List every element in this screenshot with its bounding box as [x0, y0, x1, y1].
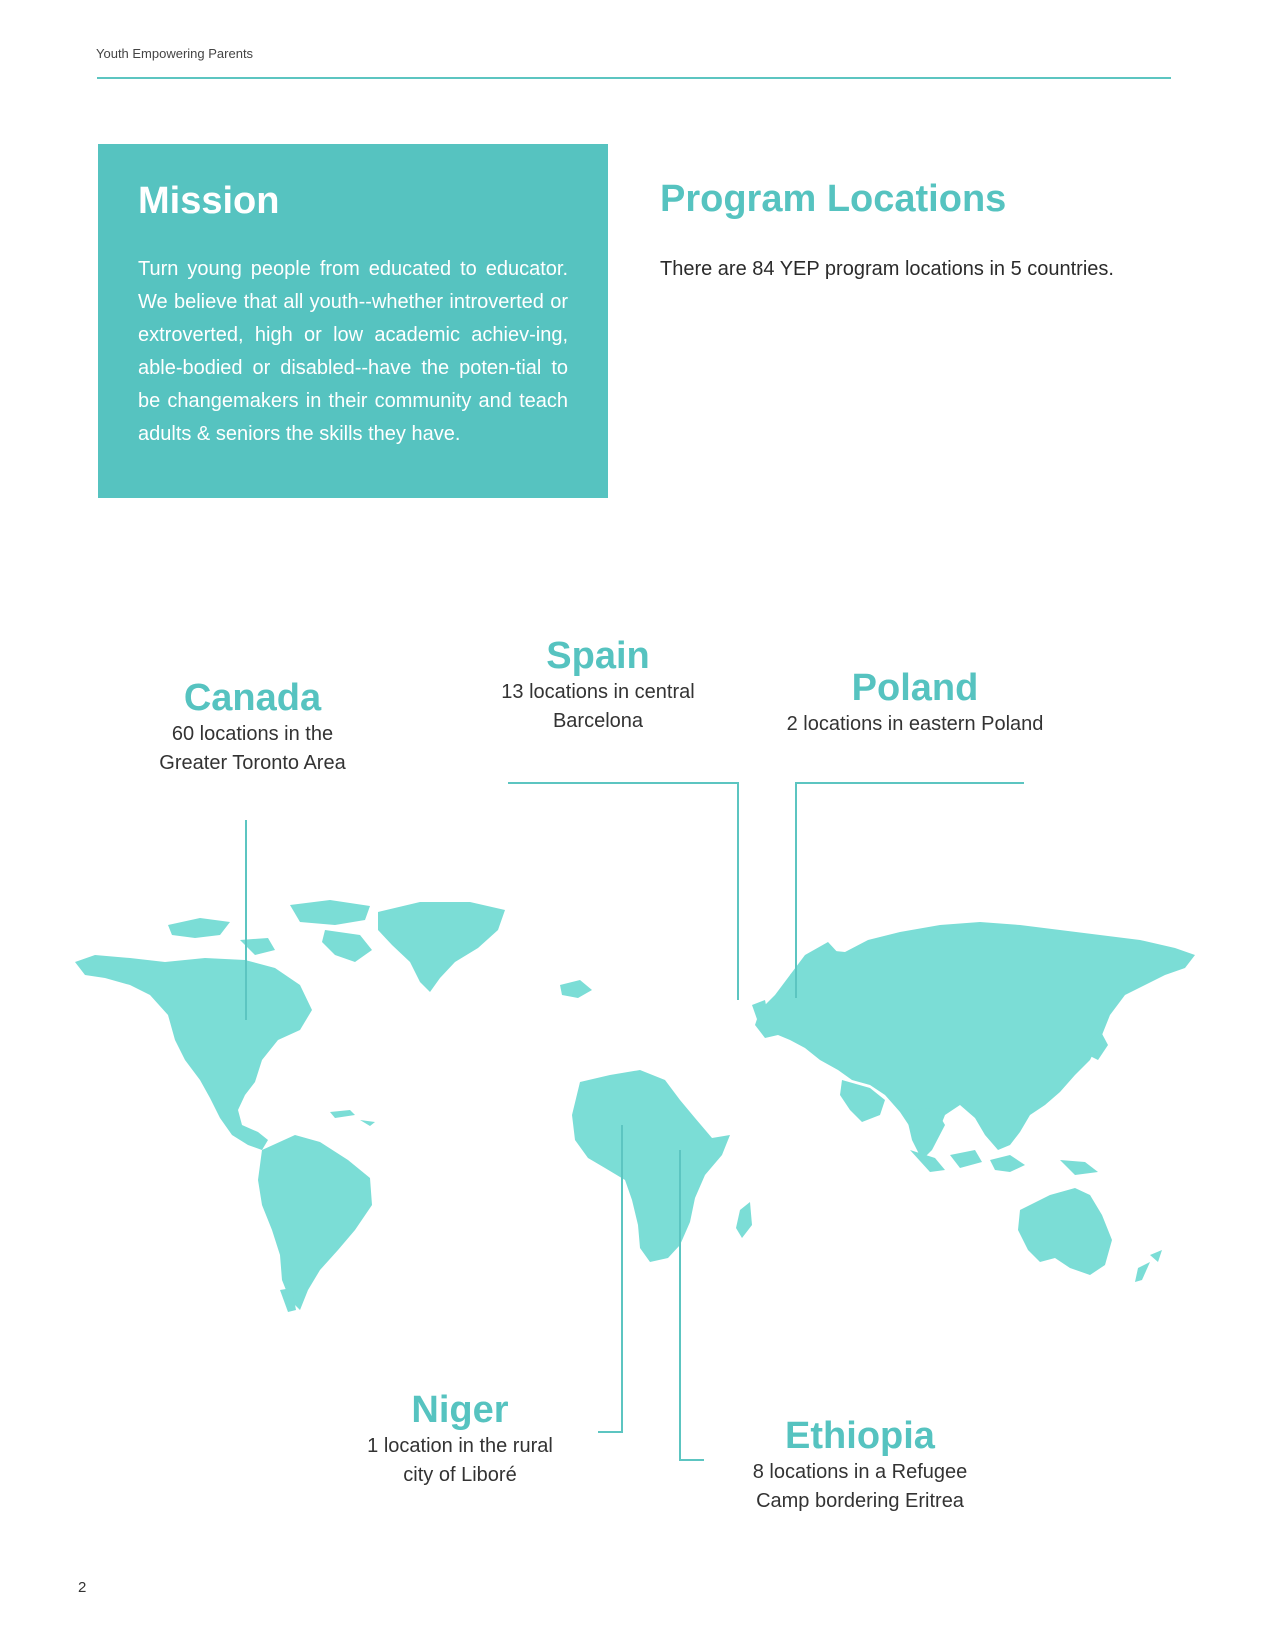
spain-leader-line: [508, 783, 738, 1000]
country-description-line: 2 locations in eastern Poland: [786, 713, 1044, 735]
program-locations-summary: There are 84 YEP program locations in 5 countries.: [660, 258, 1114, 280]
country-description-line: Greater Toronto Area: [159, 752, 346, 774]
mission-title: Mission: [138, 180, 280, 222]
country-name: Ethiopia: [785, 1415, 935, 1457]
south-america-shape: [258, 1135, 372, 1310]
country-niger: [330, 1388, 590, 1490]
mission-body: Turn young people from educated to educator. We believe that all youth--whether introverted or extroverted, high or low academic achiev-ing, able-bodied or disabled--have the poten-tial to be changemakers in their community and teach adults & seniors the skills they have.: [138, 258, 568, 445]
australia-shape: [1018, 1188, 1112, 1275]
country-ethiopia: [725, 1414, 995, 1516]
north-america-shape: [75, 955, 312, 1150]
country-description-line: 8 locations in a Refugee: [752, 1461, 968, 1483]
country-description-line: 60 locations in the: [171, 723, 334, 745]
country-description-line: Barcelona: [552, 710, 644, 732]
country-description-line: city of Liboré: [403, 1464, 517, 1486]
country-poland: [760, 666, 1070, 739]
mission-panel: [98, 144, 608, 498]
country-spain: [478, 634, 718, 736]
running-header: Youth Empowering Parents: [96, 46, 254, 61]
country-name: Spain: [546, 635, 650, 677]
country-description-line: 13 locations in central: [501, 681, 695, 703]
page-number: 2: [78, 1579, 87, 1596]
country-name: Poland: [851, 667, 979, 709]
country-name: Canada: [183, 677, 322, 719]
country-canada: [130, 676, 375, 778]
africa-shape: [572, 1070, 730, 1262]
header-divider: [97, 77, 1171, 79]
world-map-landmass: [75, 900, 1195, 1312]
country-name: Niger: [411, 1389, 509, 1431]
program-locations-title: Program Locations: [660, 178, 1007, 220]
arctic-islands-shape: [168, 918, 230, 938]
country-description-line: Camp bordering Eritrea: [756, 1490, 964, 1512]
greenland-shape: [378, 902, 505, 992]
country-description-line: 1 location in the rural: [367, 1435, 553, 1457]
